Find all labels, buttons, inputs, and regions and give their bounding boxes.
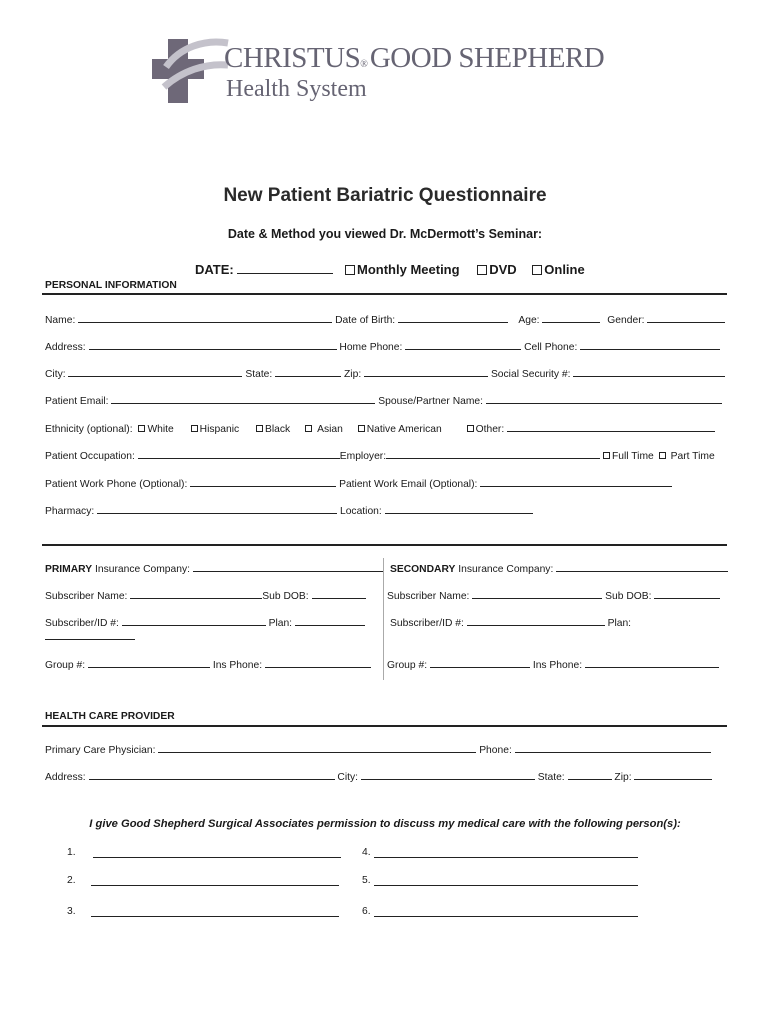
checkbox-asian[interactable] [305,425,312,432]
seminar-date-field[interactable] [237,261,333,274]
spouse-field[interactable] [486,393,722,404]
provider-divider [42,725,727,727]
primary-subscriber-name-field[interactable] [130,588,262,599]
spouse-label: Spouse/Partner Name: [378,396,484,407]
pharmacy-field[interactable] [97,503,337,514]
primary-subscriber-id-label: Subscriber/ID #: [45,618,119,629]
insurance-column-divider [383,558,384,680]
provider-address-label: Address: [45,772,86,783]
eth-asian: Asian [317,424,343,435]
work-phone-field[interactable] [190,476,336,487]
row-address [45,339,720,354]
logo-brand: CHRISTUS [224,42,361,74]
primary-insurance-row [45,561,383,576]
full-time-label: Full Time [611,451,654,462]
provider-address-field[interactable] [89,769,335,780]
eth-native-american: Native American [366,424,442,435]
cell-phone-label: Cell Phone: [524,342,578,353]
person-5-number: 5. [362,875,371,886]
secondary-insurance-row [390,561,728,576]
age-field[interactable] [542,312,600,323]
person-5-field[interactable] [374,885,638,886]
person-1-number: 1. [67,847,76,858]
city-field[interactable] [68,366,242,377]
checkbox-other[interactable] [467,425,474,432]
dob-field[interactable] [398,312,508,323]
primary-group-label: Group #: [45,660,86,671]
gender-field[interactable] [647,312,725,323]
secondary-id-row [390,615,631,630]
ethnicity-label: Ethnicity (optional): [45,424,133,435]
secondary-group-field[interactable] [430,657,530,668]
primary-subscriber-id-field[interactable] [122,615,266,626]
provider-city-label: City: [337,772,358,783]
home-phone-field[interactable] [405,339,521,350]
secondary-label: SECONDARY [390,564,456,575]
person-6-number: 6. [362,906,371,917]
provider-heading: HEALTH CARE PROVIDER [45,711,175,722]
row-name [45,312,725,327]
option-dvd: DVD [489,262,517,277]
city-label: City: [45,369,66,380]
secondary-subscriber-id-label: Subscriber/ID #: [390,618,464,629]
provider-phone-label: Phone: [479,745,512,756]
secondary-group-row [387,657,719,672]
person-4-number: 4. [362,847,371,858]
provider-phone-field[interactable] [515,742,711,753]
primary-ins-phone-field[interactable] [265,657,371,668]
primary-ins-phone-label: Ins Phone: [212,660,263,671]
primary-label: PRIMARY [45,564,93,575]
secondary-subscriber-name-field[interactable] [472,588,602,599]
secondary-group-label: Group #: [387,660,428,671]
address-label: Address: [45,342,86,353]
checkbox-full-time[interactable] [603,452,610,459]
checkbox-native-american[interactable] [358,425,365,432]
personal-divider [42,293,727,295]
checkbox-online[interactable] [532,265,542,275]
employer-label: Employer: [339,451,387,462]
email-field[interactable] [111,393,375,404]
row-provider-address [45,769,712,784]
location-label: Location: [339,506,382,517]
eth-white: White [147,424,174,435]
work-email-field[interactable] [480,476,672,487]
pcp-field[interactable] [158,742,476,753]
zip-field[interactable] [364,366,488,377]
primary-subscriber-name-label: Subscriber Name: [45,591,128,602]
part-time-label: Part Time [670,451,715,462]
person-4-field[interactable] [374,857,638,858]
primary-plan-field[interactable] [295,615,365,626]
row-ethnicity [45,421,715,436]
work-phone-label: Patient Work Phone (Optional): [45,479,188,490]
person-1-field[interactable] [93,857,341,858]
logo-name: GOOD SHEPHERD [369,42,605,74]
work-email-label: Patient Work Email (Optional): [339,479,478,490]
primary-group-field[interactable] [88,657,210,668]
name-label: Name: [45,315,76,326]
state-field[interactable] [275,366,341,377]
option-monthly-meeting: Monthly Meeting [357,262,460,277]
row-occupation [45,448,715,463]
secondary-plan-label: Plan: [607,618,632,629]
row-pharmacy [45,503,533,518]
row-email [45,393,722,408]
checkbox-hispanic[interactable] [191,425,198,432]
permission-statement: I give Good Shepherd Surgical Associates permission to discuss my medical care with the following person(s): [89,818,681,830]
occupation-label: Patient Occupation: [45,451,135,462]
state-label: State: [245,369,273,380]
logo-registered: ® [360,59,368,70]
option-online: Online [544,262,585,277]
seminar-row [195,261,585,277]
row-work [45,476,672,491]
cross-logo-icon [150,37,230,105]
secondary-subscriber-name-label: Subscriber Name: [387,591,470,602]
primary-sub-dob-label: Sub DOB: [262,591,309,602]
personal-heading: PERSONAL INFORMATION [45,280,177,291]
primary-company-field[interactable] [193,561,383,572]
address-field[interactable] [89,339,337,350]
cell-phone-field[interactable] [580,339,720,350]
primary-group-row [45,657,371,672]
row-city [45,366,725,381]
provider-zip-field[interactable] [634,769,712,780]
checkbox-white[interactable] [138,425,145,432]
pcp-label: Primary Care Physician: [45,745,156,756]
primary-plan-label: Plan: [268,618,293,629]
person-6-field[interactable] [374,916,638,917]
eth-hispanic: Hispanic [199,424,240,435]
other-ethnicity-field[interactable] [507,421,715,432]
row-pcp [45,742,711,757]
pharmacy-label: Pharmacy: [45,506,95,517]
email-label: Patient Email: [45,396,109,407]
dob-label: Date of Birth: [335,315,396,326]
secondary-subscriber-row [387,588,720,603]
primary-subscriber-row [45,588,366,603]
secondary-company-field[interactable] [556,561,728,572]
person-3-field[interactable] [91,916,339,917]
occupation-field[interactable] [138,448,340,459]
logo-subtitle: Health System [226,76,367,102]
checkbox-black[interactable] [256,425,263,432]
ssn-field[interactable] [573,366,725,377]
name-field[interactable] [78,312,332,323]
secondary-company-label: Insurance Company: [458,564,554,575]
date-label: DATE: [195,262,234,277]
person-2-field[interactable] [91,885,339,886]
provider-zip-label: Zip: [614,772,632,783]
eth-black: Black [265,424,291,435]
provider-city-field[interactable] [361,769,535,780]
secondary-subscriber-id-field[interactable] [467,615,605,626]
employer-field[interactable] [386,448,600,459]
ssn-label: Social Security #: [490,369,571,380]
age-label: Age: [518,315,540,326]
primary-company-label: Insurance Company: [94,564,190,575]
secondary-ins-phone-label: Ins Phone: [532,660,583,671]
eth-other: Other: [475,424,505,435]
checkbox-monthly-meeting[interactable] [345,265,355,275]
zip-label: Zip: [344,369,362,380]
provider-state-field[interactable] [568,769,612,780]
checkbox-dvd[interactable] [477,265,487,275]
secondary-sub-dob-label: Sub DOB: [605,591,652,602]
seminar-heading: Date & Method you viewed Dr. McDermott’s Seminar: [227,227,543,241]
gender-label: Gender: [607,315,645,326]
primary-sub-dob-field[interactable] [312,588,366,599]
location-field[interactable] [385,503,533,514]
insurance-divider [42,544,727,546]
person-3-number: 3. [67,906,76,917]
provider-state-label: State: [537,772,565,783]
home-phone-label: Home Phone: [339,342,403,353]
checkbox-part-time[interactable] [659,452,666,459]
primary-id-row [45,615,365,630]
secondary-ins-phone-field[interactable] [585,657,719,668]
primary-plan-field-cont[interactable] [45,629,135,640]
page-title: New Patient Bariatric Questionnaire [223,185,547,206]
secondary-sub-dob-field[interactable] [654,588,720,599]
person-2-number: 2. [67,875,76,886]
